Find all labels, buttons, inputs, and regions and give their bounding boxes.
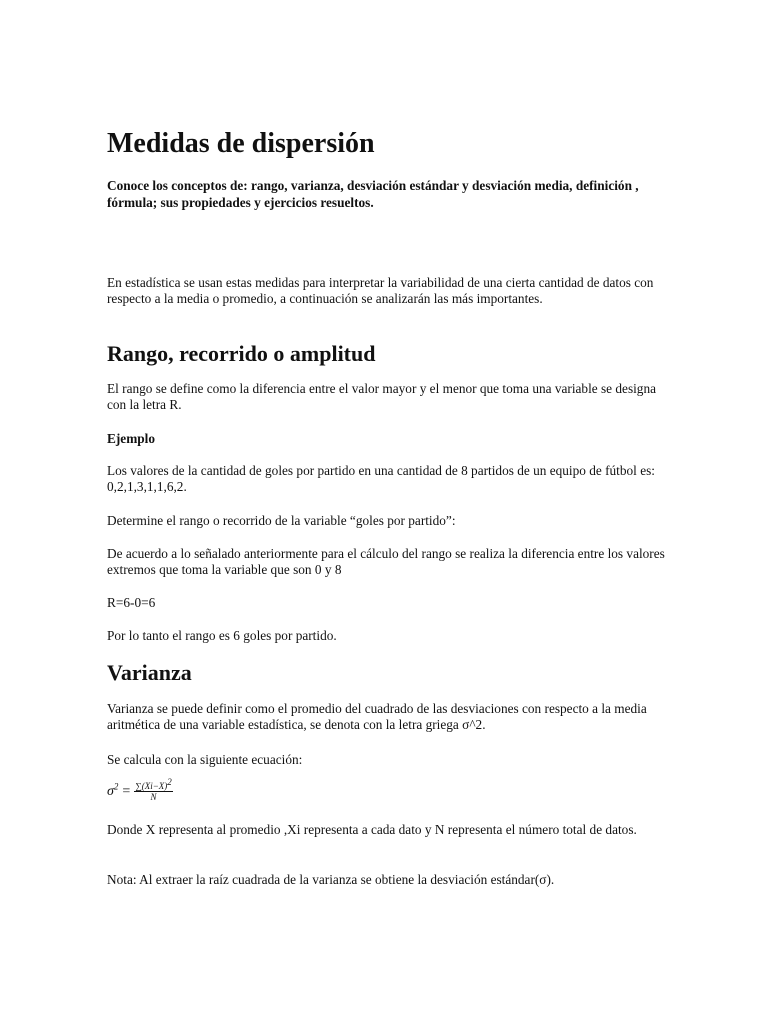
page-title: Medidas de dispersión bbox=[107, 128, 375, 159]
variance-formula bbox=[107, 777, 173, 802]
formula-intro: Se calcula con la siguiente ecuación: bbox=[107, 752, 303, 767]
example-label: Ejemplo bbox=[107, 431, 156, 446]
formula-fraction bbox=[134, 777, 172, 802]
example-text: Los valores de la cantidad de goles por partido en una cantidad de 8 partidos de un equipo de fútbol es: 0,2,1,3,1,1,6,2. bbox=[107, 463, 655, 494]
varianza-definition: Varianza se puede definir como el promedio del cuadrado de las desviaciones con respecto a la media aritmética de una variable estadística, se denota con la letra griega σ^2. bbox=[107, 701, 647, 732]
example-conclusion: Por lo tanto el rango es 6 goles por partido. bbox=[107, 628, 337, 643]
rango-definition: El rango se define como la diferencia entre el valor mayor y el menor que toma una variable se designa con la letra R. bbox=[107, 381, 657, 412]
formula-lhs: $\sigma^2$ bbox=[107, 780, 119, 799]
example-question: Determine el rango o recorrido de la variable “goles por partido”: bbox=[107, 513, 456, 528]
example-result: R=6-0=6 bbox=[107, 595, 156, 610]
section-heading-varianza: Varianza bbox=[107, 660, 192, 685]
formula-where: Donde X representa al promedio ,Xi representa a cada dato y N representa el número total de datos. bbox=[107, 822, 637, 837]
formula-denominator: N bbox=[150, 792, 157, 802]
page-subtitle: Conoce los conceptos de: rango, varianza, desviación estándar y desviación media, definición , fórmula; sus propiedades y ejercicios resueltos. bbox=[107, 178, 639, 210]
example-explanation: De acuerdo a lo señalado anteriormente para el cálculo del rango se realiza la diferencia entre los valores extremos que toma la variable que son 0 y 8 bbox=[107, 546, 665, 577]
formula-numerator: $\sum(Xi-X)^2$ bbox=[135, 777, 172, 791]
section-heading-rango: Rango, recorrido o amplitud bbox=[107, 341, 376, 366]
intro-paragraph: En estadística se usan estas medidas para interpretar la variabilidad de una cierta cantidad de datos con respecto a la media o promedio, a continuación se analizarán las más importantes. bbox=[107, 275, 654, 306]
varianza-note: Nota: Al extraer la raíz cuadrada de la varianza se obtiene la desviación estándar(σ). bbox=[107, 872, 555, 887]
formula-equals: = bbox=[122, 783, 131, 799]
